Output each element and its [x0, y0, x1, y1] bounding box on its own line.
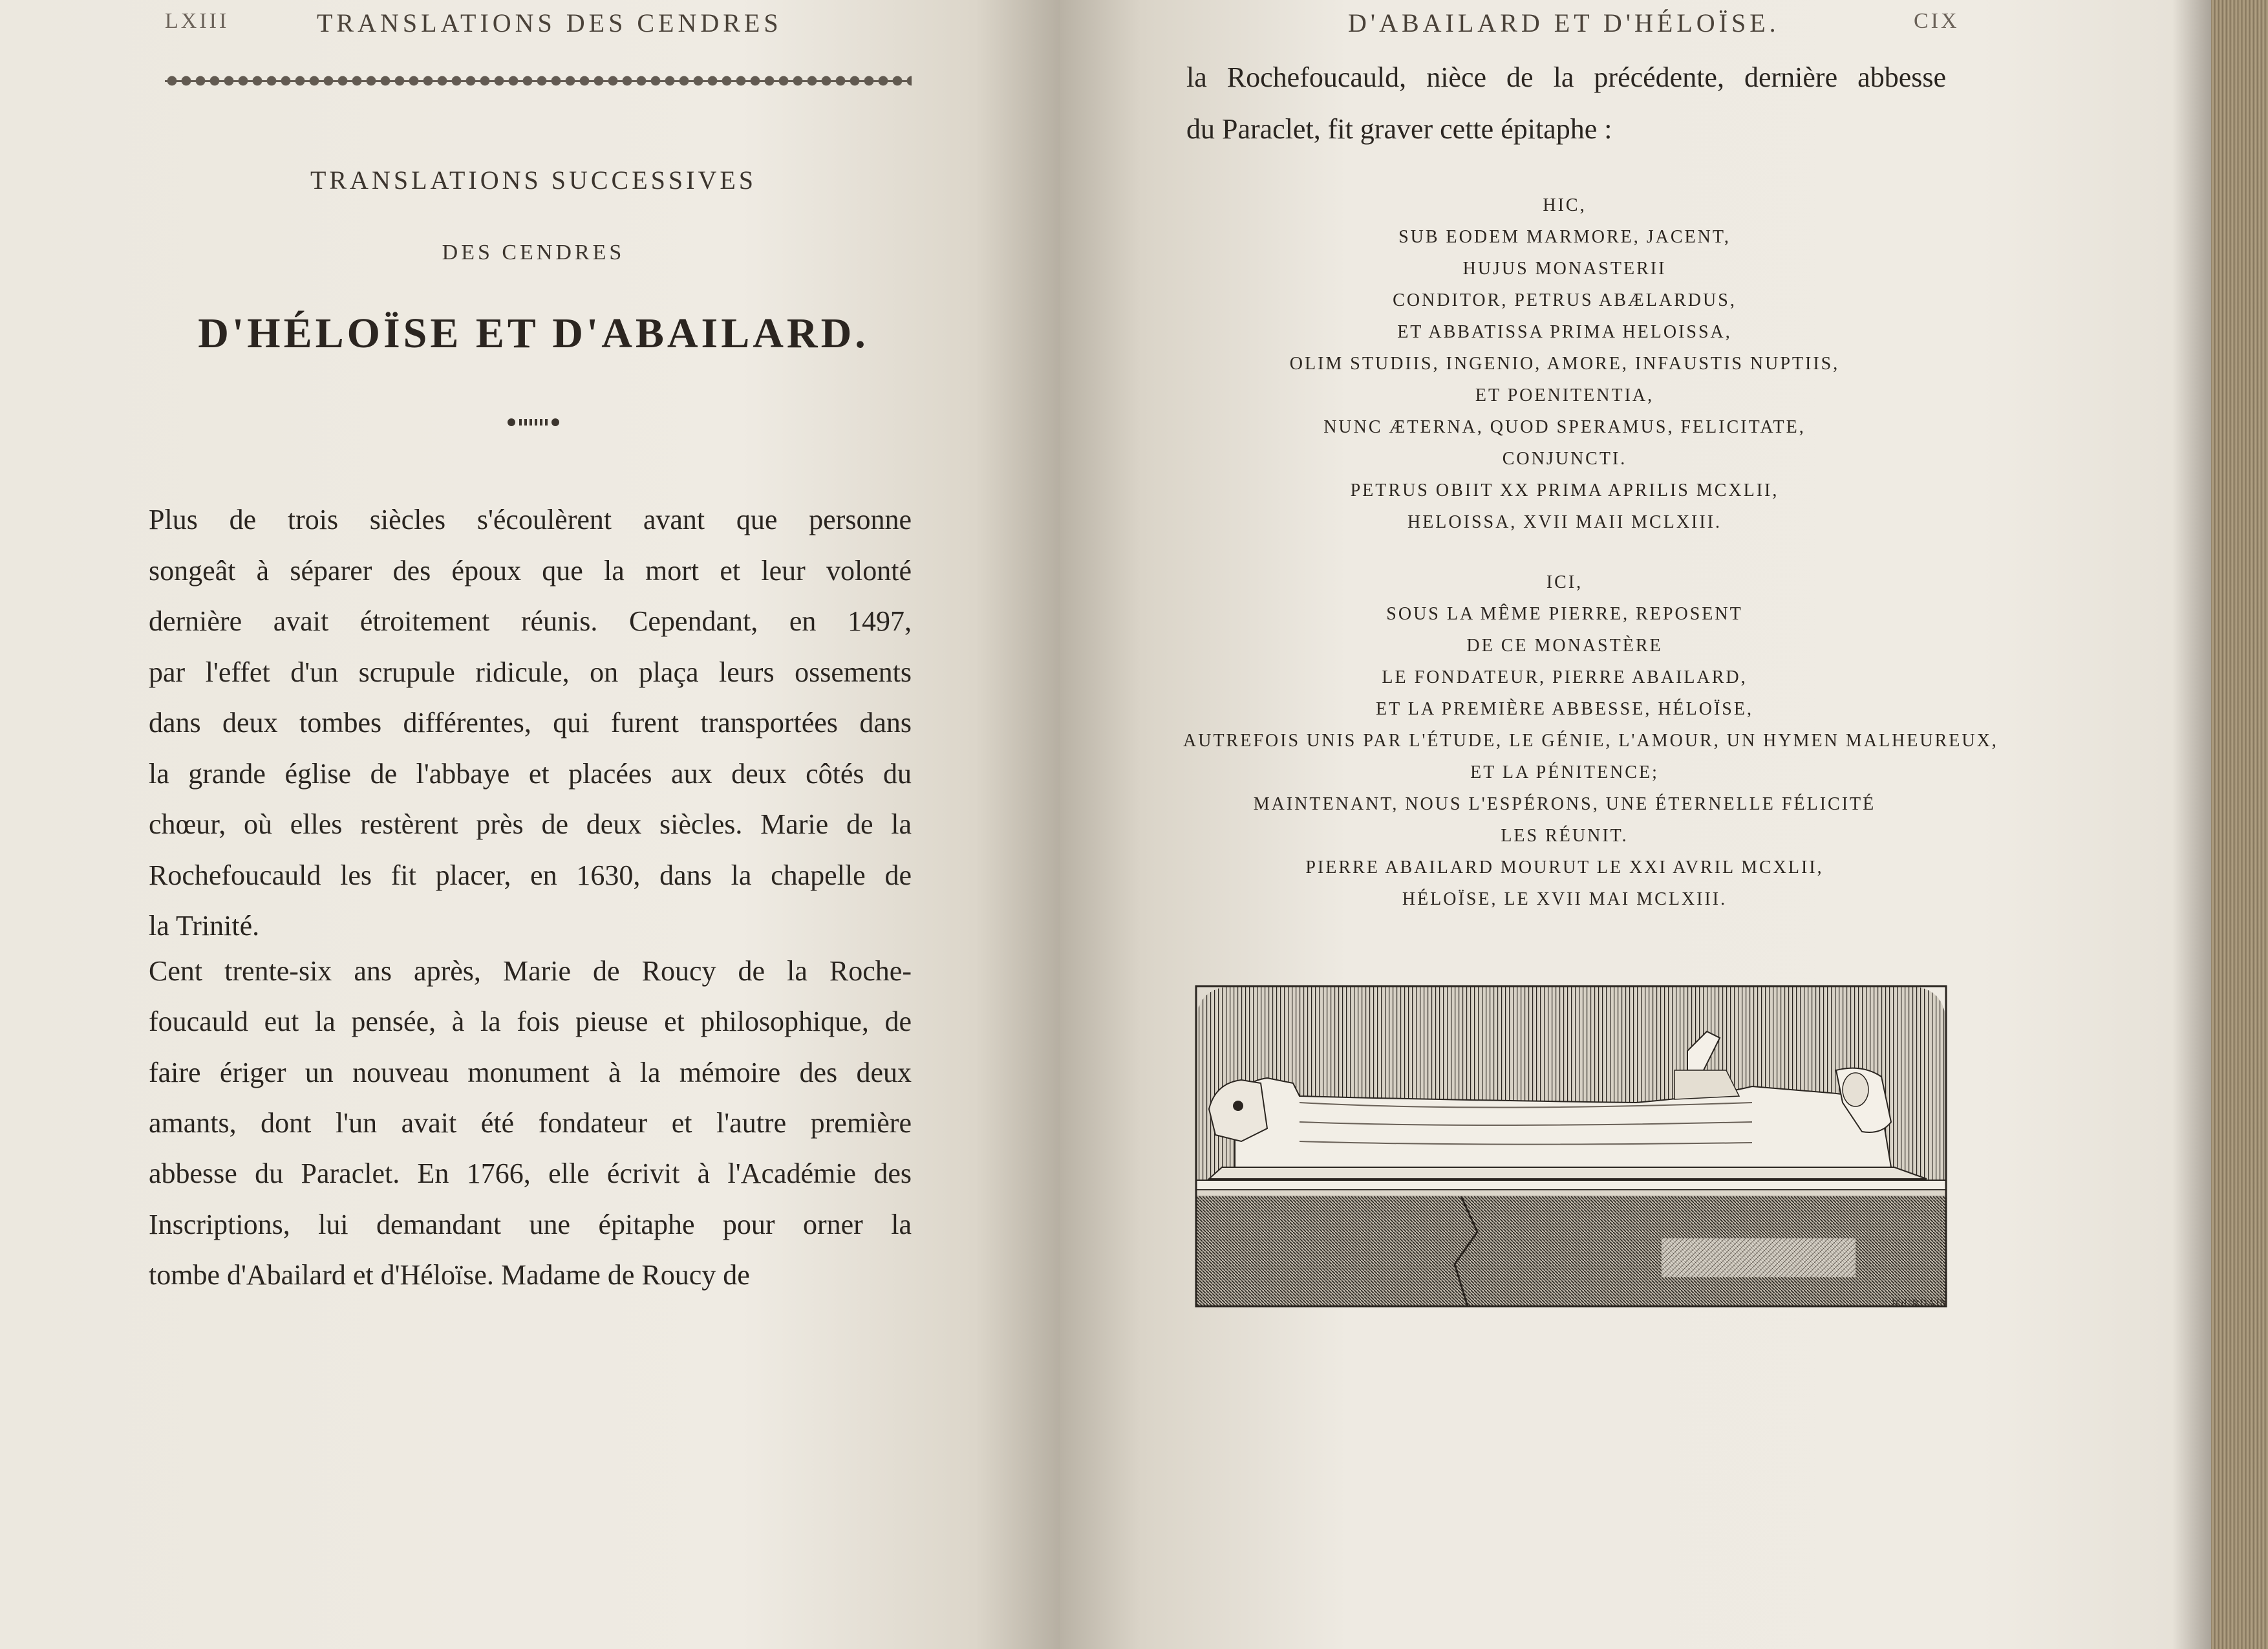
fleuron-ornament	[498, 413, 569, 432]
left-running-head: TRANSLATIONS DES CENDRES	[317, 8, 782, 38]
para1-line: la Trinité.	[149, 910, 260, 942]
page-shadow	[2172, 0, 2211, 1649]
french-line: LE FONDATEUR, PIERRE ABAILARD,	[1382, 667, 1748, 687]
right-running-head: D'ABAILARD ET D'HÉLOÏSE.	[1348, 8, 1780, 38]
latin-line: PETRUS OBIIT XX PRIMA APRILIS MCXLII,	[1350, 480, 1779, 501]
latin-line: CONJUNCTI.	[1502, 449, 1627, 469]
para2-line: abbesse du Paraclet. En 1766, elle écrivit à l'Académie des	[149, 1158, 912, 1190]
para1-line: dernière avait étroitement réunis. Cependant, en 1497,	[149, 605, 912, 637]
para1-line: Plus de trois siècles s'écoulèrent avant que personne	[149, 504, 912, 535]
title-line-1: TRANSLATIONS SUCCESSIVES	[310, 166, 757, 195]
engraving-credit: JOURDAIN	[1891, 1298, 1948, 1309]
para2-line: tombe d'Abailard et d'Héloïse. Madame de Roucy de	[149, 1258, 750, 1291]
latin-line: NUNC ÆTERNA, QUOD SPERAMUS, FELICITATE,	[1323, 417, 1806, 437]
intro-line: du Paraclet, fit graver cette épitaphe :	[1186, 113, 1612, 145]
title-line-2: DES CENDRES	[442, 241, 625, 264]
tomb-engraving	[1183, 973, 1959, 1310]
french-line: PIERRE ABAILARD MOURUT LE XXI AVRIL MCXLII,	[1305, 857, 1824, 878]
para2-line: foucauld eut la pensée, à la fois pieuse et philosophique, de	[149, 1006, 912, 1038]
para1-line: par l'effet d'un scrupule ridicule, on plaça leurs ossements	[149, 656, 912, 688]
page-edges	[2211, 0, 2268, 1649]
para2-line: amants, dont l'un avait été fondateur et l'autre première	[149, 1106, 912, 1139]
para1-line: Rochefoucauld les fit placer, en 1630, dans la chapelle de	[149, 859, 912, 891]
french-line: SOUS LA MÊME PIERRE, REPOSENT	[1386, 604, 1743, 624]
french-line: MAINTENANT, NOUS L'ESPÉRONS, UNE ÉTERNELLE FÉLICITÉ	[1253, 794, 1876, 814]
latin-line: ET POENITENTIA,	[1475, 385, 1654, 405]
french-line: ET LA PÉNITENCE;	[1470, 762, 1659, 782]
para1-line: la grande église de l'abbaye et placées aux deux côtés du	[149, 757, 912, 790]
ornamental-rule	[165, 71, 912, 91]
page-title: D'HÉLOÏSE ET D'ABAILARD.	[198, 310, 869, 357]
para1-line: songeât à séparer des époux que la mort et leur volonté	[149, 554, 912, 587]
french-line: ET LA PREMIÈRE ABBESSE, HÉLOÏSE,	[1376, 699, 1753, 719]
french-line: ICI,	[1546, 572, 1583, 592]
french-line: LES RÉUNIT.	[1501, 826, 1629, 846]
latin-line: HIC,	[1543, 195, 1587, 215]
french-line: HÉLOÏSE, LE XVII MAI MCLXIII.	[1402, 889, 1728, 909]
intro-line: la Rochefoucauld, nièce de la précédente, dernière abbesse	[1186, 61, 1946, 93]
latin-line: SUB EODEM MARMORE, JACENT,	[1398, 227, 1731, 247]
latin-line: ET ABBATISSA PRIMA HELOISSA,	[1397, 322, 1732, 342]
para2-line: Cent trente-six ans après, Marie de Roucy de la Roche-	[149, 955, 912, 987]
latin-line: HELOISSA, XVII MAII MCLXIII.	[1407, 512, 1722, 532]
right-folio: CIX	[1914, 9, 1960, 33]
para1-line: chœur, où elles restèrent près de deux siècles. Marie de la	[149, 808, 912, 840]
para2-line: Inscriptions, lui demandant une épitaphe pour orner la	[149, 1208, 912, 1240]
left-folio: LXIII	[165, 9, 230, 33]
french-line: DE CE MONASTÈRE	[1466, 636, 1663, 656]
tomb-engraving-image	[1183, 973, 1959, 1310]
para1-line: dans deux tombes différentes, qui furent transportées dans	[149, 707, 912, 738]
para2-line: faire ériger un nouveau monument à la mémoire des deux	[149, 1056, 912, 1088]
french-line: AUTREFOIS UNIS PAR L'ÉTUDE, LE GÉNIE, L'AMOUR, UN HYMEN MALHEUREUX,	[1183, 731, 1998, 751]
latin-line: OLIM STUDIIS, INGENIO, AMORE, INFAUSTIS NUPTIIS,	[1289, 354, 1840, 374]
latin-line: HUJUS MONASTERII	[1462, 259, 1667, 279]
left-page	[0, 0, 1060, 1649]
latin-line: CONDITOR, PETRUS ABÆLARDUS,	[1393, 290, 1737, 310]
